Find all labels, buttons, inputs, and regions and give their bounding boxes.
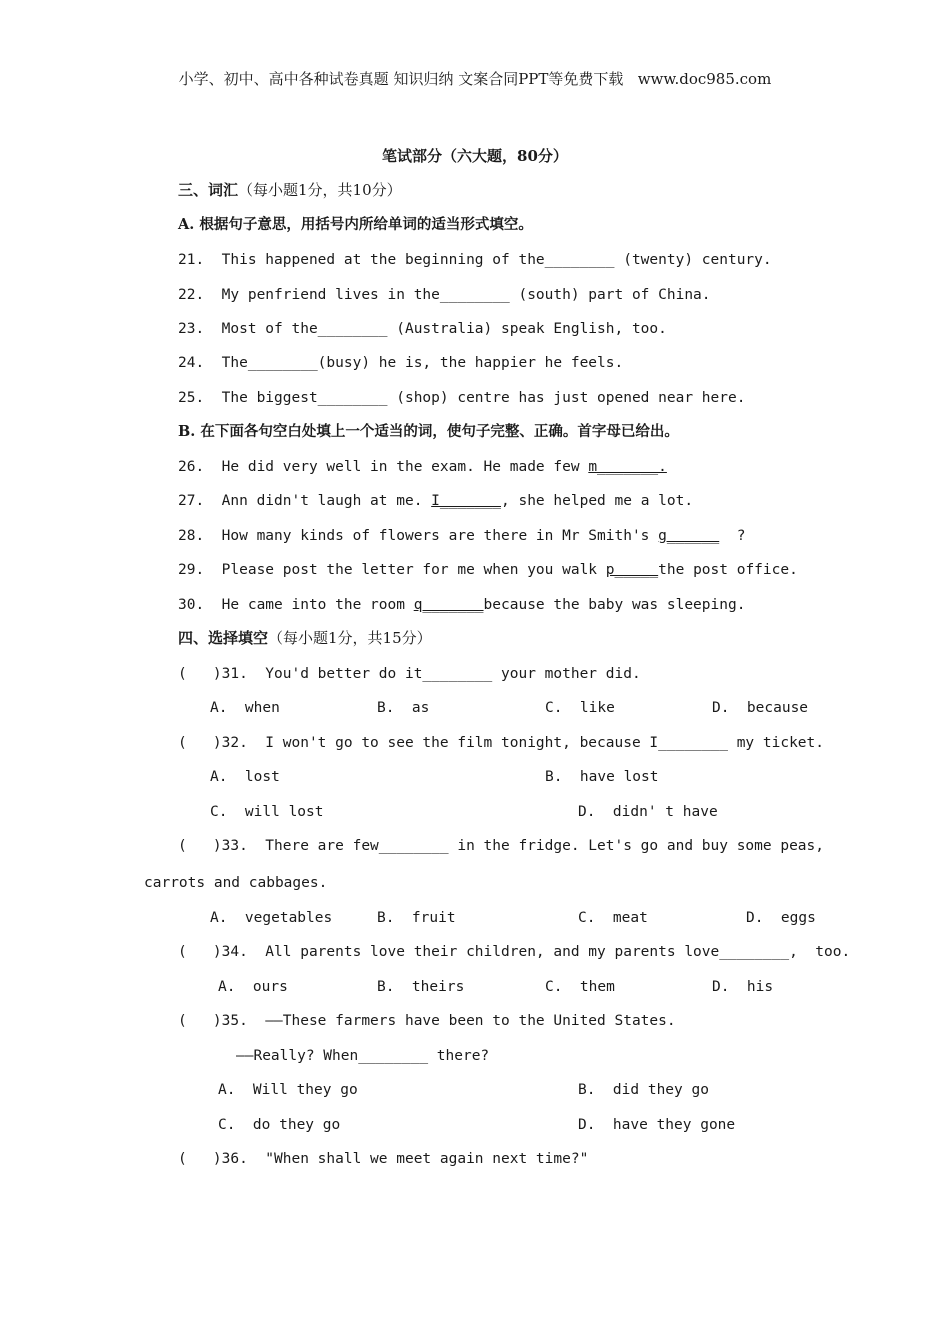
section-3-title (178, 181, 402, 199)
q34-option-c: C. them (545, 979, 615, 995)
q32-option-c: C. will lost (210, 804, 324, 820)
question-35-stem: ( )35. ——These farmers have been to the United States. (178, 1013, 676, 1029)
q27-post: , she helped me a lot. (501, 493, 694, 509)
section-3-note: （每小题1分，共10分） (238, 181, 402, 199)
q27-text: 27. Ann didn't laugh at me. (178, 493, 432, 509)
q33-option-d: D. eggs (746, 910, 816, 926)
q32-option-a: A. lost (210, 769, 280, 785)
page-title: 笔试部分（六大题，80分） (382, 147, 568, 165)
section-3-heading: 三、词汇 (178, 181, 239, 199)
question-29 (178, 561, 798, 579)
question-36-stem: ( )36. "When shall we meet again next time?" (178, 1151, 589, 1167)
q35-option-b: B. did they go (578, 1082, 709, 1098)
question-24: 24. The________(busy) he is, the happier he feels. (178, 355, 624, 371)
question-23: 23. Most of the________ (Australia) speak English, too. (178, 321, 667, 337)
question-34-stem: ( )34. All parents love their children, and my parents love________, too. (178, 944, 851, 960)
question-33-stem: ( )33. There are few________ in the fridge. Let's go and buy some peas, (178, 838, 825, 854)
q30-post: because the baby was sleeping. (483, 597, 746, 613)
q35-option-d: D. have they gone (578, 1117, 736, 1133)
question-22: 22. My penfriend lives in the________ (south) part of China. (178, 287, 711, 303)
question-27 (178, 492, 693, 510)
q31-option-c: C. like (545, 700, 615, 716)
q31-option-a: A. when (210, 700, 280, 716)
section-4-heading: 四、选择填空 (178, 629, 269, 647)
page-header: 小学、初中、高中各种试卷真题 知识归纳 文案合同PPT等免费下载 www.doc985.com (178, 70, 772, 88)
question-21: 21. This happened at the beginning of the________ (twenty) century. (178, 252, 772, 268)
q28-text: 28. How many kinds of flowers are there in Mr Smith's (178, 528, 659, 544)
q34-option-d: D. his (712, 979, 774, 995)
q33-option-a: A. vegetables (210, 910, 333, 926)
section-4-note: （每小题1分，共15分） (268, 629, 432, 647)
q27-blank: I_______ (431, 493, 502, 509)
q32-option-b: B. have lost (545, 769, 659, 785)
q34-option-a: A. ours (218, 979, 288, 995)
question-31-stem: ( )31. You'd better do it________ your mother did. (178, 666, 641, 682)
q31-option-d: D. because (712, 700, 809, 716)
question-35-reply: ——Really? When________ there? (236, 1048, 490, 1064)
q31-option-b: B. as (377, 700, 430, 716)
question-30 (178, 596, 745, 614)
q26-blank: m_______. (588, 459, 667, 475)
section-4-title (178, 629, 432, 647)
question-26 (178, 458, 667, 476)
part-a-instruction: A. 根据句子意思，用括号内所给单词的适当形式填空。 (178, 216, 533, 233)
question-25: 25. The biggest________ (shop) centre has just opened near here. (178, 390, 746, 406)
q29-post: the post office. (658, 562, 798, 578)
q33-option-b: B. fruit (377, 910, 456, 926)
q30-text: 30. He came into the room (178, 597, 414, 613)
q30-blank: q_______ (413, 597, 484, 613)
q32-option-d: D. didn' t have (578, 804, 718, 820)
q29-blank: p_____ (605, 562, 659, 578)
q29-text: 29. Please post the letter for me when you walk (178, 562, 606, 578)
question-33-continuation: carrots and cabbages. (144, 875, 328, 891)
part-b-instruction: B. 在下面各句空白处填上一个适当的词，使句子完整、正确。首字母已给出。 (178, 423, 679, 440)
question-32-stem: ( )32. I won't go to see the film tonight, because I________ my ticket. (178, 735, 825, 751)
q35-option-c: C. do they go (218, 1117, 341, 1133)
q26-text: 26. He did very well in the exam. He made few (178, 459, 589, 475)
q35-option-a: A. Will they go (218, 1082, 358, 1098)
q34-option-b: B. theirs (377, 979, 465, 995)
q28-blank: g______ (658, 528, 720, 544)
q28-post: ? (719, 528, 746, 544)
question-28 (178, 527, 745, 545)
q33-option-c: C. meat (578, 910, 648, 926)
